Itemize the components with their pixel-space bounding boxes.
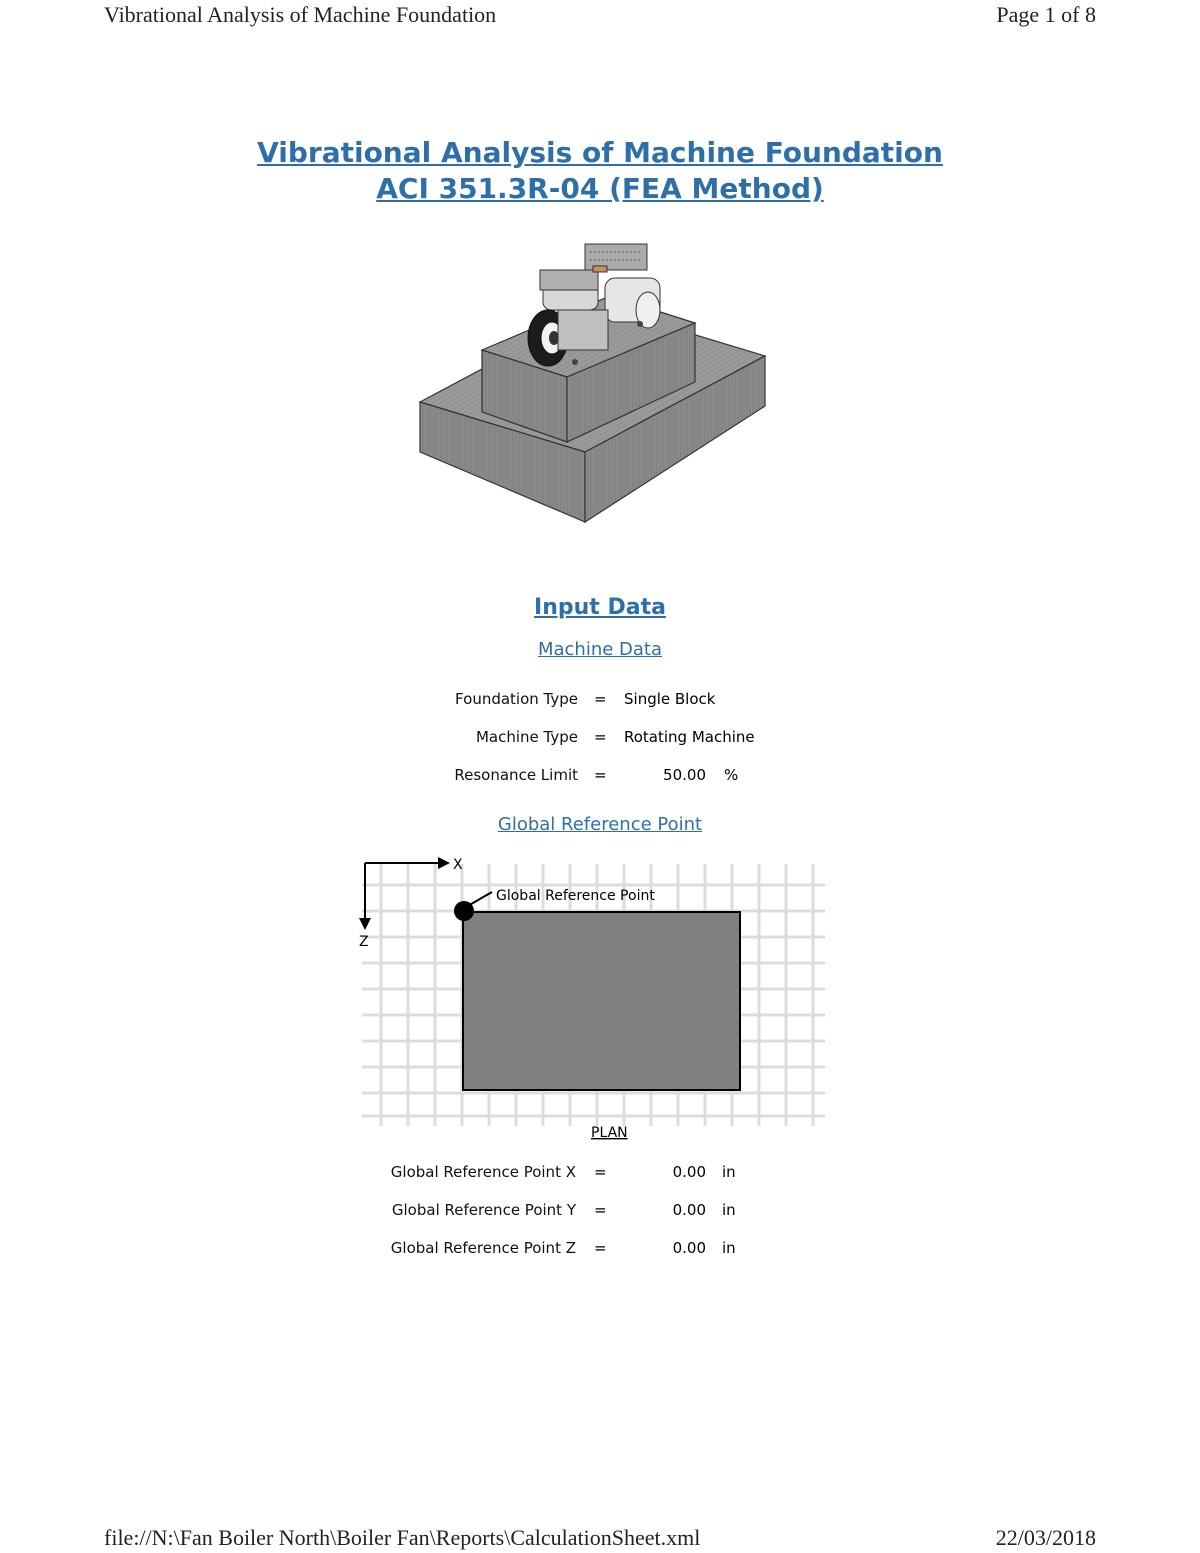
z-arrow-icon [359, 918, 371, 930]
machine-type-label: Machine Type [475, 728, 578, 746]
ref-y-unit: in [722, 1201, 736, 1219]
foundation-type-label: Foundation Type [455, 690, 578, 708]
global-reference-heading: Global Reference Point [497, 814, 703, 835]
ref-z-value: 0.00 [672, 1239, 706, 1257]
ref-x-unit: in [722, 1163, 736, 1181]
reference-point-label: Global Reference Point [496, 888, 655, 904]
machine-type-label-wrap [0, 728, 578, 750]
page-number: Page 1 of 8 [996, 2, 1096, 27]
report-subtitle: ACI 351.3R-04 (FEA Method) [376, 172, 824, 205]
equals-sign: = [594, 1239, 607, 1257]
header-title: Vibrational Analysis of Machine Foundation [104, 2, 497, 27]
plan-diagram [350, 850, 840, 1145]
foundation-type-value: Single Block [624, 690, 716, 708]
ref-y-label: Global Reference Point Y [391, 1201, 576, 1219]
foundation-type-label-wrap [0, 690, 578, 712]
footer-file-path: file://N:\Fan Boiler North\Boiler Fan\Reports\CalculationSheet.xml [104, 1525, 701, 1550]
ref-x-value: 0.00 [672, 1163, 706, 1181]
equals-sign: = [594, 766, 607, 784]
ref-x-label-wrap [0, 1163, 576, 1185]
ref-x-label: Global Reference Point X [390, 1163, 576, 1181]
machine-type-value: Rotating Machine [624, 728, 755, 746]
equals-sign: = [594, 1201, 607, 1219]
ref-z-unit: in [722, 1239, 736, 1257]
ref-y-value: 0.00 [672, 1201, 706, 1219]
ref-z-label-wrap [0, 1239, 576, 1261]
equals-sign: = [594, 690, 607, 708]
resonance-limit-unit: % [724, 766, 739, 784]
reference-point-marker [454, 901, 474, 921]
foundation-footprint [463, 912, 740, 1090]
resonance-limit-value: 50.00 [663, 766, 706, 784]
ref-y-label-wrap [0, 1201, 576, 1223]
machine-data-heading: Machine Data [537, 639, 663, 660]
ref-z-label: Global Reference Point Z [390, 1239, 576, 1257]
plan-caption: PLAN [591, 1125, 628, 1141]
resonance-limit-label: Resonance Limit [454, 766, 578, 784]
footer-date: 22/03/2018 [995, 1525, 1096, 1550]
equals-sign: = [594, 728, 607, 746]
z-axis-label: Z [359, 934, 369, 950]
foundation-3d-illustration [410, 230, 780, 530]
equals-sign: = [594, 1163, 607, 1181]
x-axis-label: X [453, 857, 463, 873]
report-title: Vibrational Analysis of Machine Foundation [257, 136, 943, 169]
x-arrow-icon [438, 857, 450, 869]
input-data-heading: Input Data [534, 595, 666, 620]
resonance-limit-label-wrap [0, 766, 578, 788]
